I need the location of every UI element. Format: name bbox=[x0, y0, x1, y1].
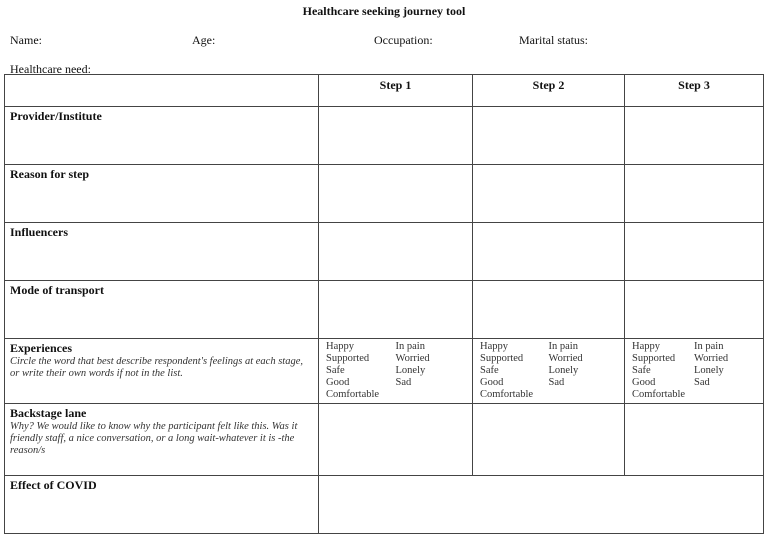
backstage-note: Why? We would like to know why the participant felt like this. Was it friendly staff, a nice conversation, or a long wait-whatever it is -the reason/s bbox=[10, 421, 298, 456]
backstage-label-cell bbox=[5, 404, 319, 476]
backstage-step-1-cell[interactable] bbox=[319, 404, 473, 476]
backstage-step-3-cell[interactable] bbox=[625, 404, 764, 476]
transport-label: Mode of transport bbox=[5, 281, 319, 339]
emotion-option[interactable]: Good bbox=[480, 377, 504, 388]
emotion-list bbox=[478, 341, 619, 401]
transport-step-1-cell[interactable] bbox=[319, 281, 473, 339]
emotion-option[interactable]: Sad bbox=[548, 377, 565, 388]
emotion-option[interactable]: In pain bbox=[548, 341, 578, 352]
experiences-label-cell bbox=[5, 339, 319, 404]
influencers-step-2-cell[interactable] bbox=[473, 223, 625, 281]
covid-row bbox=[5, 476, 764, 534]
reason-step-2-cell[interactable] bbox=[473, 165, 625, 223]
influencers-step-1-cell[interactable] bbox=[319, 223, 473, 281]
reason-label: Reason for step bbox=[5, 165, 319, 223]
name-label: Name: bbox=[10, 33, 42, 47]
backstage-row bbox=[5, 404, 764, 476]
emotion-list bbox=[324, 341, 467, 401]
emotion-option[interactable]: Happy bbox=[480, 341, 508, 352]
emotion-option[interactable]: Worried bbox=[694, 353, 729, 364]
emotion-option[interactable]: Lonely bbox=[395, 365, 426, 376]
emotion-option[interactable]: Worried bbox=[548, 353, 583, 364]
emotion-option[interactable]: Happy bbox=[326, 341, 354, 352]
document-title: Healthcare seeking journey tool bbox=[302, 4, 466, 18]
emotion-option[interactable]: Lonely bbox=[548, 365, 579, 376]
step-3-header: Step 3 bbox=[625, 75, 764, 107]
backstage-step-2-cell[interactable] bbox=[473, 404, 625, 476]
occupation-label: Occupation: bbox=[374, 33, 433, 47]
influencers-row bbox=[5, 223, 764, 281]
influencers-label: Influencers bbox=[5, 223, 319, 281]
healthcare-need-label: Healthcare need: bbox=[10, 62, 91, 76]
reason-row bbox=[5, 165, 764, 223]
emotion-option[interactable]: In pain bbox=[395, 341, 425, 352]
step-2-header: Step 2 bbox=[473, 75, 625, 107]
experiences-label: Experiences bbox=[10, 341, 72, 355]
emotion-option[interactable]: Lonely bbox=[694, 365, 724, 376]
emotion-option[interactable]: Happy bbox=[632, 341, 660, 352]
provider-step-1-cell[interactable] bbox=[319, 107, 473, 165]
emotion-option[interactable]: Sad bbox=[694, 377, 710, 388]
marital-status-label: Marital status: bbox=[519, 33, 588, 47]
backstage-label: Backstage lane bbox=[10, 406, 87, 420]
emotion-option[interactable]: In pain bbox=[694, 341, 724, 352]
reason-step-3-cell[interactable] bbox=[625, 165, 764, 223]
experiences-step-2-cell[interactable] bbox=[473, 339, 625, 404]
header-row bbox=[5, 75, 764, 107]
covid-response-cell[interactable] bbox=[319, 476, 764, 534]
step-1-header: Step 1 bbox=[319, 75, 473, 107]
emotion-option[interactable]: Safe bbox=[326, 365, 345, 376]
emotion-list bbox=[630, 341, 758, 401]
experiences-step-3-cell[interactable] bbox=[625, 339, 764, 404]
emotion-option[interactable]: Safe bbox=[480, 365, 499, 376]
emotion-option[interactable]: Sad bbox=[395, 377, 412, 388]
emotion-option[interactable]: Comfortable bbox=[326, 389, 380, 400]
influencers-step-3-cell[interactable] bbox=[625, 223, 764, 281]
provider-row bbox=[5, 107, 764, 165]
experiences-row bbox=[5, 339, 764, 404]
emotion-option[interactable]: Safe bbox=[632, 365, 651, 376]
provider-label: Provider/Institute bbox=[5, 107, 319, 165]
provider-step-3-cell[interactable] bbox=[625, 107, 764, 165]
transport-row bbox=[5, 281, 764, 339]
emotion-option[interactable]: Supported bbox=[480, 353, 524, 364]
experiences-note: Circle the word that best describe respondent's feelings at each stage, or write their own words if not in the list. bbox=[10, 356, 303, 379]
transport-step-2-cell[interactable] bbox=[473, 281, 625, 339]
header-blank-cell bbox=[5, 75, 319, 107]
emotion-option[interactable]: Good bbox=[326, 377, 350, 388]
covid-label: Effect of COVID bbox=[5, 476, 319, 534]
experiences-step-1-cell[interactable] bbox=[319, 339, 473, 404]
provider-step-2-cell[interactable] bbox=[473, 107, 625, 165]
emotion-option[interactable]: Worried bbox=[395, 353, 430, 364]
emotion-option[interactable]: Comfortable bbox=[480, 389, 534, 400]
transport-step-3-cell[interactable] bbox=[625, 281, 764, 339]
emotion-option[interactable]: Comfortable bbox=[632, 389, 686, 400]
emotion-option[interactable]: Supported bbox=[326, 353, 370, 364]
emotion-option[interactable]: Good bbox=[632, 377, 656, 388]
reason-step-1-cell[interactable] bbox=[319, 165, 473, 223]
emotion-option[interactable]: Supported bbox=[632, 353, 676, 364]
age-label: Age: bbox=[192, 33, 216, 47]
journey-table bbox=[4, 74, 764, 534]
